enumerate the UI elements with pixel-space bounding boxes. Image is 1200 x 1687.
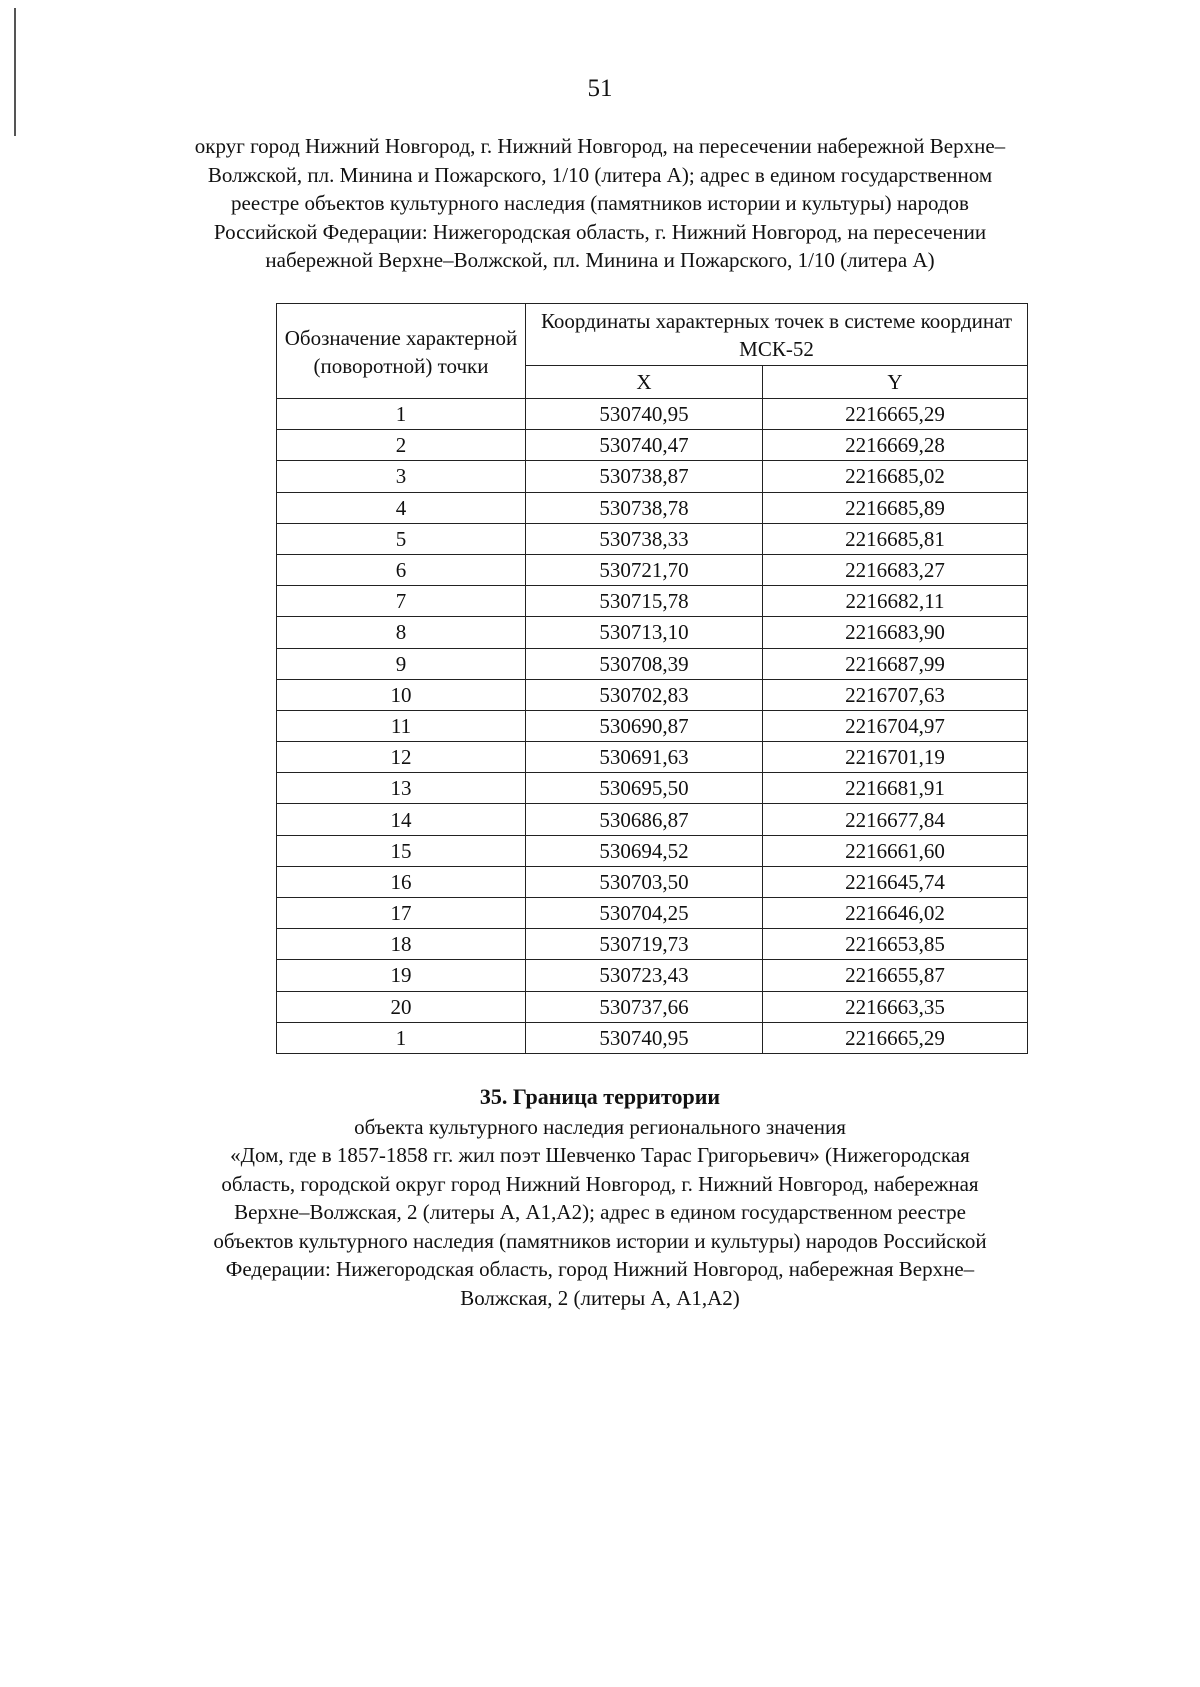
page-number: 51 [587,75,613,102]
table-row [277,586,1028,617]
point-cell: 17 [277,898,526,929]
point-cell: 2 [277,430,526,461]
table-row [277,866,1028,897]
x-cell: 530740,95 [526,399,763,430]
y-cell: 2216704,97 [763,710,1028,741]
x-cell: 530690,87 [526,710,763,741]
y-cell: 2216701,19 [763,742,1028,773]
table-row [277,554,1028,585]
point-cell: 13 [277,773,526,804]
y-cell: 2216685,89 [763,492,1028,523]
table-row [277,773,1028,804]
table-row [277,679,1028,710]
x-cell: 530737,66 [526,991,763,1022]
point-cell: 9 [277,648,526,679]
y-cell: 2216683,27 [763,554,1028,585]
table-row [277,835,1028,866]
section-line: объекта культурного наследия регионального значения [354,1114,846,1139]
point-cell: 18 [277,929,526,960]
intro-line: набережной Верхне–Волжской, пл. Минина и Пожарского, 1/10 (литера А) [265,248,935,272]
y-cell: 2216661,60 [763,835,1028,866]
point-cell: 7 [277,586,526,617]
point-cell: 19 [277,960,526,991]
table-row [277,523,1028,554]
section-line: Волжская, 2 (литеры А, А1,А2) [460,1285,740,1310]
y-cell: 2216645,74 [763,866,1028,897]
x-cell: 530723,43 [526,960,763,991]
y-cell: 2216665,29 [763,1022,1028,1053]
x-cell: 530740,47 [526,430,763,461]
point-cell: 1 [277,399,526,430]
x-cell: 530703,50 [526,866,763,897]
table-row [277,710,1028,741]
x-cell: 530708,39 [526,648,763,679]
x-cell: 530738,78 [526,492,763,523]
point-cell: 20 [277,991,526,1022]
y-cell: 2216685,81 [763,523,1028,554]
y-cell: 2216663,35 [763,991,1028,1022]
point-cell: 14 [277,804,526,835]
header-y: Y [763,366,1028,399]
x-cell: 530695,50 [526,773,763,804]
coordinates-table-body [277,399,1028,1054]
y-cell: 2216707,63 [763,679,1028,710]
y-cell: 2216685,02 [763,461,1028,492]
y-cell: 2216655,87 [763,960,1028,991]
table-row [277,492,1028,523]
table-row [277,960,1028,991]
table-row [277,1022,1028,1053]
section-line: Верхне–Волжская, 2 (литеры А, А1,А2); адрес в едином государственном реестре [234,1200,966,1224]
header-x: X [526,366,763,399]
point-cell: 11 [277,710,526,741]
point-cell: 8 [277,617,526,648]
point-cell: 15 [277,835,526,866]
intro-line: округ город Нижний Новгород, г. Нижний Новгород, на пересечении набережной Верхне– [194,134,1006,158]
point-cell: 1 [277,1022,526,1053]
section-35 [170,1083,1030,1312]
point-cell: 10 [277,679,526,710]
table-row [277,430,1028,461]
table-row [277,898,1028,929]
y-cell: 2216677,84 [763,804,1028,835]
x-cell: 530694,52 [526,835,763,866]
x-cell: 530702,83 [526,679,763,710]
y-cell: 2216681,91 [763,773,1028,804]
x-cell: 530738,87 [526,461,763,492]
point-cell: 16 [277,866,526,897]
intro-line: реестре объектов культурного наследия (памятников истории и культуры) народов [231,191,969,215]
section-line: «Дом, где в 1857-1858 гг. жил поэт Шевченко Тарас Григорьевич» (Нижегородская [230,1143,970,1167]
header-coordinates: Координаты характерных точек в системе координат МСК-52 [526,304,1028,366]
point-cell: 5 [277,523,526,554]
x-cell: 530740,95 [526,1022,763,1053]
table-row [277,742,1028,773]
table-row [277,991,1028,1022]
point-cell: 6 [277,554,526,585]
x-cell: 530719,73 [526,929,763,960]
table-row [277,804,1028,835]
y-cell: 2216687,99 [763,648,1028,679]
section-line: Федерации: Нижегородская область, город Нижний Новгород, набережная Верхне– [225,1257,975,1281]
section-line: область, городской округ город Нижний Новгород, г. Нижний Новгород, набережная [221,1171,979,1196]
x-cell: 530704,25 [526,898,763,929]
y-cell: 2216669,28 [763,430,1028,461]
x-cell: 530713,10 [526,617,763,648]
x-cell: 530686,87 [526,804,763,835]
table-row [277,648,1028,679]
table-row [277,399,1028,430]
x-cell: 530721,70 [526,554,763,585]
table-row [277,461,1028,492]
y-cell: 2216682,11 [763,586,1028,617]
intro-line: Волжской, пл. Минина и Пожарского, 1/10 (литера А); адрес в едином государственном [207,162,993,187]
coordinates-table [276,303,1028,1054]
x-cell: 530738,33 [526,523,763,554]
point-cell: 4 [277,492,526,523]
y-cell: 2216665,29 [763,399,1028,430]
table-row [277,617,1028,648]
x-cell: 530715,78 [526,586,763,617]
point-cell: 3 [277,461,526,492]
table-row [277,929,1028,960]
point-cell: 12 [277,742,526,773]
x-cell: 530691,63 [526,742,763,773]
y-cell: 2216653,85 [763,929,1028,960]
scan-edge-mark [14,8,16,136]
y-cell: 2216683,90 [763,617,1028,648]
section-line: объектов культурного наследия (памятников истории и культуры) народов Российской [213,1228,987,1253]
section-title: 35. Граница территории [479,1084,721,1109]
intro-paragraph [170,132,1030,275]
header-designation: Обозначение характерной (поворотной) точки [277,304,526,399]
y-cell: 2216646,02 [763,898,1028,929]
intro-line: Российской Федерации: Нижегородская область, г. Нижний Новгород, на пересечении [213,219,987,244]
